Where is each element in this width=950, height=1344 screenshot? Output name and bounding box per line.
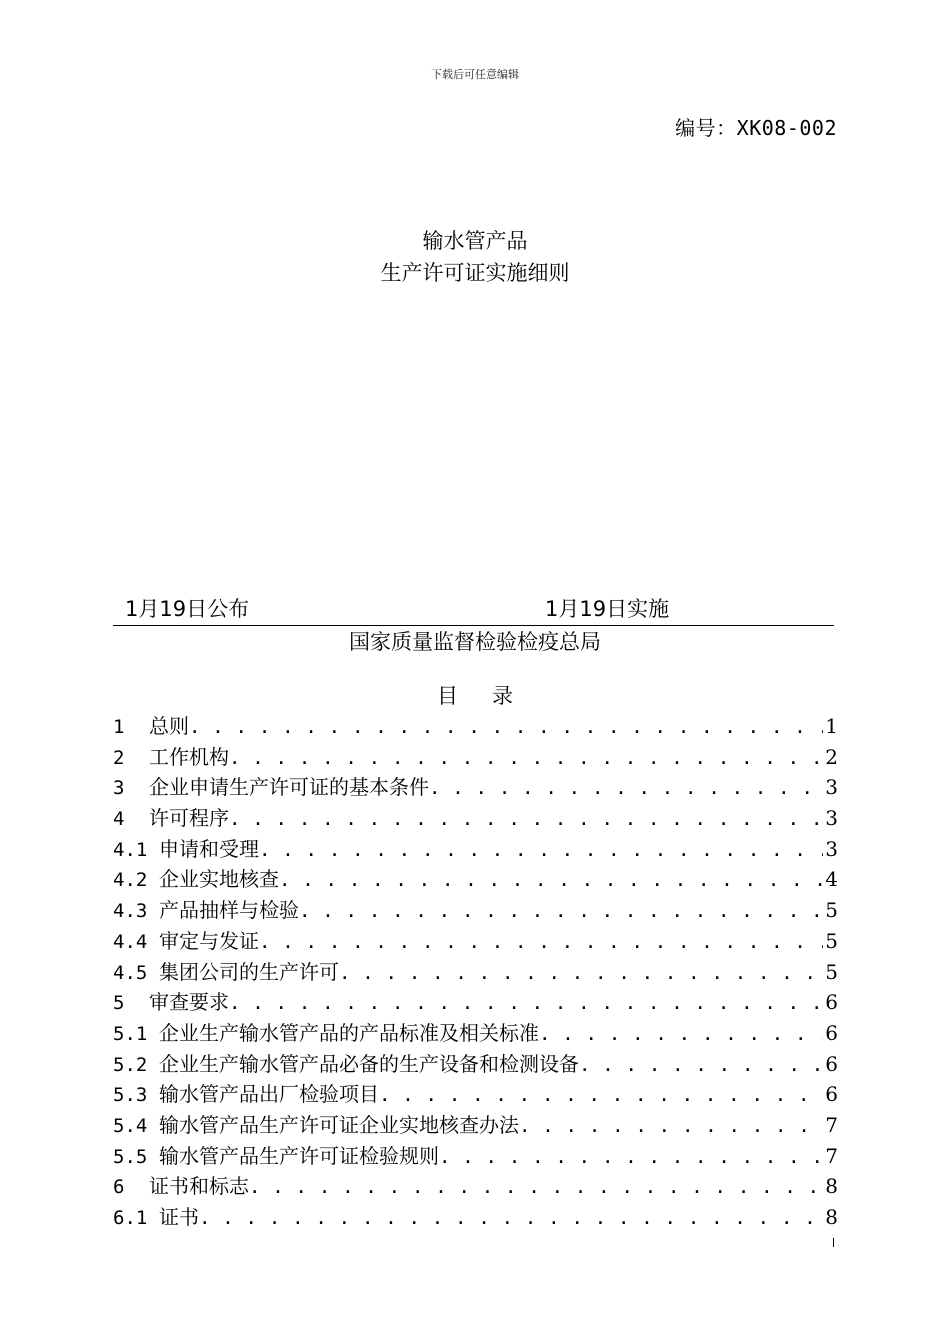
toc-entry[interactable] (113, 956, 838, 987)
toc-entry-number: 2 (113, 746, 125, 769)
toc-entry-number: 5.4 (113, 1114, 148, 1137)
toc-entry-number: 5.2 (113, 1053, 148, 1076)
toc-dot-leader (259, 931, 823, 953)
toc-entry-number: 6 (113, 1176, 125, 1199)
toc-entry-page: 2 (825, 744, 838, 769)
toc-entry[interactable] (113, 1201, 838, 1232)
toc-entry-page: 1 (825, 714, 838, 738)
toc-entry-title: 许可程序 (149, 806, 229, 831)
toc-entry-title: 企业申请生产许可证的基本条件 (149, 775, 429, 800)
toc-entry[interactable] (113, 771, 838, 802)
toc-dot-leader (229, 992, 823, 1014)
toc-entry-title: 企业实地核查 (159, 867, 279, 892)
toc-entry-number: 4 (113, 808, 125, 831)
toc-entry-page: 7 (825, 1143, 838, 1168)
toc-dot-leader (229, 808, 823, 830)
toc-heading: 目录 (437, 684, 547, 708)
toc-entry-page: 8 (825, 1205, 838, 1229)
toc-dot-leader (199, 1207, 823, 1229)
toc-entry-title: 企业生产输水管产品的产品标准及相关标准 (159, 1020, 539, 1045)
publish-date: 1月19日公布 (125, 597, 250, 621)
toc-dot-leader (339, 962, 823, 984)
toc-entry-page: 8 (825, 1174, 838, 1199)
toc-entry-title: 审查要求 (149, 990, 229, 1015)
toc-entry-number: 4.3 (113, 900, 148, 923)
toc-entry-number: 5.5 (113, 1145, 148, 1168)
toc-entry-page: 6 (825, 990, 838, 1015)
header-note: 下载后可任意编辑 (431, 68, 519, 81)
toc-entry-title: 总则 (149, 714, 189, 738)
toc-entry[interactable] (113, 925, 838, 956)
toc-entry-page: 6 (825, 1020, 838, 1045)
toc-entry-page: 5 (825, 928, 838, 953)
toc-dot-leader (189, 716, 823, 738)
toc-entry-title: 证书和标志 (149, 1174, 249, 1199)
toc-entry-page: 3 (825, 806, 838, 831)
toc-entry[interactable] (113, 863, 838, 894)
toc-dot-leader (439, 1146, 823, 1168)
toc-entry-number: 4.5 (113, 961, 148, 984)
toc-entry-title: 输水管产品出厂检验项目 (159, 1082, 379, 1107)
toc-entry-number: 4.1 (113, 838, 148, 861)
dates-row (0, 593, 950, 621)
toc-entry-page: 6 (825, 1051, 838, 1076)
toc-dot-leader (259, 839, 823, 861)
toc-entry-number: 5.3 (113, 1084, 148, 1107)
toc-entry[interactable] (113, 1048, 838, 1079)
title-line-2: 生产许可证实施细则 (380, 261, 570, 285)
toc-entry-number: 4.2 (113, 869, 148, 892)
toc-entry-number: 1 (113, 716, 125, 738)
toc-entry[interactable] (113, 986, 838, 1017)
toc-entry-number: 3 (113, 777, 125, 800)
toc-entry-title: 集团公司的生产许可 (159, 959, 339, 984)
toc-entry-page: 6 (825, 1082, 838, 1107)
toc-entry[interactable] (113, 741, 838, 772)
toc-entry-title: 工作机构 (149, 744, 229, 769)
toc-dot-leader (579, 1054, 823, 1076)
toc-dot-leader (299, 900, 823, 922)
toc-dot-leader (229, 747, 823, 769)
toc-entry-title: 输水管产品生产许可证企业实地核查办法 (159, 1112, 519, 1137)
document-number: 编号：XK08-002 (675, 116, 837, 140)
table-of-contents (113, 710, 838, 1232)
toc-entry[interactable] (113, 1109, 838, 1140)
toc-entry-number: 5 (113, 992, 125, 1015)
toc-entry-number: 4.4 (113, 930, 148, 953)
toc-entry-number: 6.1 (113, 1207, 148, 1229)
issuing-authority: 国家质量监督检验检疫总局 (349, 630, 601, 654)
toc-dot-leader (539, 1023, 823, 1045)
toc-entry-page: 4 (825, 867, 838, 892)
toc-entry-title: 输水管产品生产许可证检验规则 (159, 1143, 439, 1168)
toc-entry[interactable] (113, 1170, 838, 1201)
toc-entry[interactable] (113, 1078, 838, 1109)
toc-entry-page: 3 (825, 775, 838, 800)
toc-entry-title: 证书 (159, 1205, 199, 1229)
toc-entry[interactable] (113, 802, 838, 833)
toc-entry[interactable] (113, 894, 838, 925)
toc-entry-title: 申请和受理 (159, 836, 259, 861)
toc-entry-page: 3 (825, 836, 838, 861)
effective-date: 1月19日实施 (545, 597, 670, 621)
toc-entry-title: 审定与发证 (159, 928, 259, 953)
toc-entry-number: 5.1 (113, 1022, 148, 1045)
toc-dot-leader (429, 777, 823, 799)
toc-entry-title: 产品抽样与检验 (159, 898, 299, 923)
toc-entry-title: 企业生产输水管产品必备的生产设备和检测设备 (159, 1051, 579, 1076)
toc-dot-leader (249, 1176, 823, 1198)
toc-entry[interactable] (113, 1017, 838, 1048)
toc-entry[interactable] (113, 833, 838, 864)
toc-entry-page: 5 (825, 898, 838, 923)
toc-entry[interactable] (113, 710, 838, 741)
toc-dot-leader (519, 1115, 823, 1137)
toc-entry-page: 7 (825, 1112, 838, 1137)
toc-entry-page: 5 (825, 959, 838, 984)
page-marker (833, 1238, 834, 1247)
toc-entry[interactable] (113, 1140, 838, 1171)
title-line-1: 输水管产品 (422, 229, 528, 253)
toc-dot-leader (279, 869, 823, 891)
document-title (0, 225, 950, 289)
toc-dot-leader (379, 1084, 823, 1106)
